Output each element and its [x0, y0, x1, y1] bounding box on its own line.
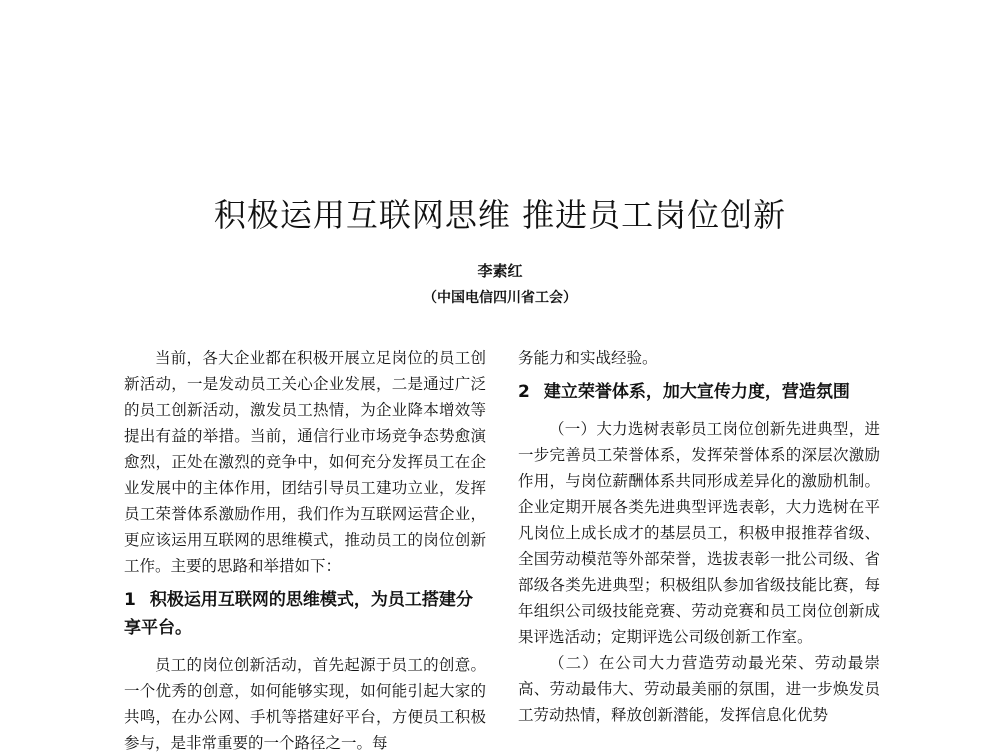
left-column [124, 345, 486, 756]
author-affiliation: （中国电信四川省工会） [423, 290, 577, 306]
right-column [518, 345, 880, 728]
intro-paragraph: 当前，各大企业都在积极开展立足岗位的员工创新活动，一是发动员工关心企业发展，二是通过广泛的员工创新活动，激发员工热情，为企业降本增效等提出有益的举措。当前，通信行业市场竞争态势愈演愈烈，正处在激烈的竞争中，如何充分发挥员工在企业发展中的主体作用，团结引导员工建功立业，发挥员工荣誉体系激励作用，我们作为互联网运营企业，更应该运用互联网的思维模式，推动员工的岗位创新工作。主要的思路和举措如下： [124, 349, 486, 575]
author-name: 李素红 [477, 262, 523, 280]
section-1-number: 1 [124, 590, 136, 610]
section-1-title: 积极运用互联网的思维模式，为员工搭建分享平台。 [124, 590, 473, 638]
section-2-number: 2 [518, 382, 530, 402]
section-1-paragraph: 员工的岗位创新活动，首先起源于员工的创意。一个优秀的创意，如何能够实现，如何能引起大家的共鸣，在办公网、手机等搭建好平台，方便员工积极参与，是非常重要的一个路径之一。每 [124, 656, 486, 752]
section-1-heading [124, 586, 486, 642]
section-2-paragraph-1: （一）大力选树表彰员工岗位创新先进典型，进一步完善员工荣誉体系，发挥荣誉体系的深层次激励作用，与岗位薪酬体系共同形成差异化的激励机制。企业定期开展各类先进典型评选表彰，大力选树在平凡岗位上成长成才的基层员工，积极申报推荐省级、全国劳动模范等外部荣誉，选拔表彰一批公司级、省部级各类先进典型；积极组队参加省级技能比赛，每年组织公司级技能竞赛、劳动竞赛和员工岗位创新成果评选活动；定期评选公司级创新工作室。 [518, 420, 880, 646]
continued-paragraph: 务能力和实战经验。 [518, 349, 658, 367]
section-2-title: 建立荣誉体系，加大宣传力度，营造氛围 [543, 382, 850, 402]
section-2-heading [518, 378, 880, 406]
article-title: 积极运用互联网思维 推进员工岗位创新 [213, 196, 787, 234]
section-2-paragraph-2: （二）在公司大力营造劳动最光荣、劳动最崇高、劳动最伟大、劳动最美丽的氛围，进一步焕发员工劳动热情，释放创新潜能，发挥信息化优势 [518, 654, 880, 724]
